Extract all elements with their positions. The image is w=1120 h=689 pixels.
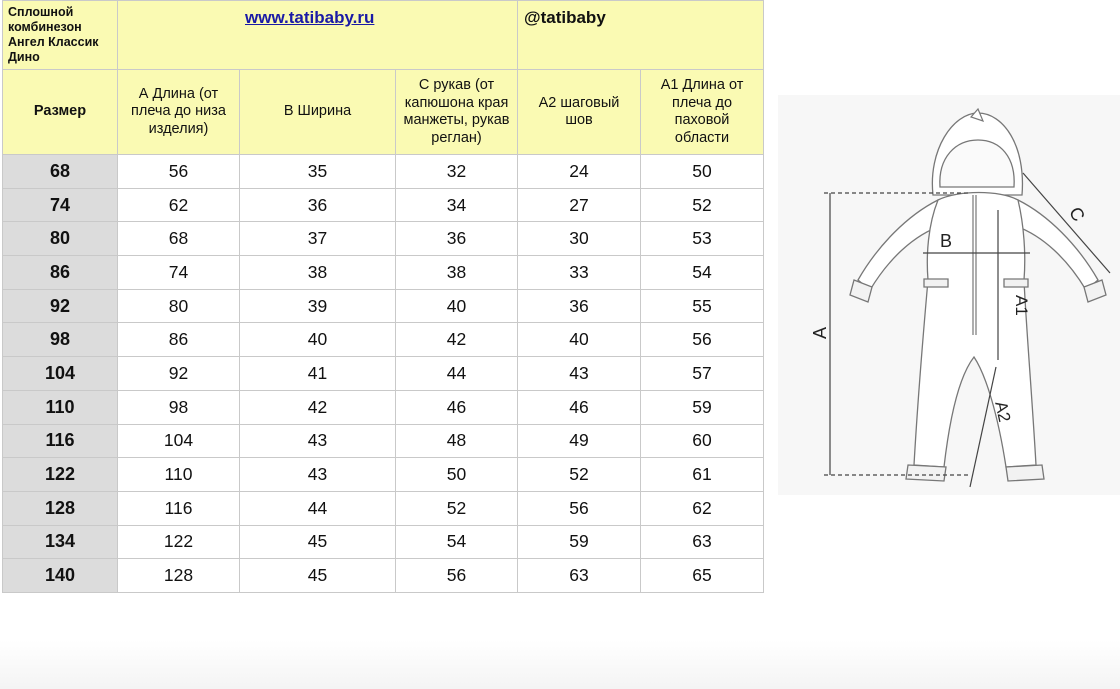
value-cell: 60 xyxy=(641,424,764,458)
jumpsuit-diagram xyxy=(778,95,1120,495)
value-cell: 50 xyxy=(396,458,518,492)
diagram-label-c: C xyxy=(1065,203,1089,225)
column-header-a: А Длина (от плеча до низа изделия) xyxy=(118,70,240,155)
diagram-label-a1: A1 xyxy=(1012,295,1031,316)
size-cell: 98 xyxy=(3,323,118,357)
value-cell: 38 xyxy=(240,256,396,290)
table-row xyxy=(3,559,764,593)
value-cell: 57 xyxy=(641,357,764,391)
value-cell: 42 xyxy=(240,390,396,424)
value-cell: 39 xyxy=(240,289,396,323)
value-cell: 54 xyxy=(641,256,764,290)
value-cell: 43 xyxy=(240,458,396,492)
table-row xyxy=(3,289,764,323)
social-handle: @tatibaby xyxy=(524,8,606,27)
value-cell: 46 xyxy=(518,390,641,424)
value-cell: 56 xyxy=(118,155,240,189)
website-cell xyxy=(118,1,518,70)
value-cell: 32 xyxy=(396,155,518,189)
value-cell: 45 xyxy=(240,525,396,559)
title-cell xyxy=(3,1,118,70)
value-cell: 44 xyxy=(396,357,518,391)
value-cell: 35 xyxy=(240,155,396,189)
value-cell: 68 xyxy=(118,222,240,256)
value-cell: 27 xyxy=(518,188,641,222)
title-row xyxy=(3,1,764,70)
value-cell: 49 xyxy=(518,424,641,458)
value-cell: 40 xyxy=(240,323,396,357)
table-row xyxy=(3,323,764,357)
value-cell: 40 xyxy=(518,323,641,357)
value-cell: 40 xyxy=(396,289,518,323)
value-cell: 59 xyxy=(641,390,764,424)
value-cell: 61 xyxy=(641,458,764,492)
value-cell: 41 xyxy=(240,357,396,391)
jumpsuit-illustration xyxy=(778,95,1120,495)
value-cell: 52 xyxy=(396,491,518,525)
value-cell: 34 xyxy=(396,188,518,222)
value-cell: 63 xyxy=(518,559,641,593)
value-cell: 37 xyxy=(240,222,396,256)
column-header-a1: А1 Длина от плеча до паховой области xyxy=(641,70,764,155)
value-cell: 56 xyxy=(396,559,518,593)
value-cell: 43 xyxy=(240,424,396,458)
value-cell: 74 xyxy=(118,256,240,290)
value-cell: 44 xyxy=(240,491,396,525)
value-cell: 43 xyxy=(518,357,641,391)
value-cell: 122 xyxy=(118,525,240,559)
size-cell: 104 xyxy=(3,357,118,391)
column-header-b: В Ширина xyxy=(240,70,396,155)
value-cell: 50 xyxy=(641,155,764,189)
value-cell: 36 xyxy=(396,222,518,256)
size-cell: 68 xyxy=(3,155,118,189)
value-cell: 36 xyxy=(518,289,641,323)
diagram-label-a2: A2 xyxy=(991,399,1015,424)
size-cell: 86 xyxy=(3,256,118,290)
value-cell: 65 xyxy=(641,559,764,593)
column-header-size: Размер xyxy=(3,70,118,155)
diagram-label-a: A xyxy=(810,326,830,339)
value-cell: 46 xyxy=(396,390,518,424)
size-cell: 110 xyxy=(3,390,118,424)
size-cell: 74 xyxy=(3,188,118,222)
value-cell: 33 xyxy=(518,256,641,290)
table-row xyxy=(3,390,764,424)
value-cell: 104 xyxy=(118,424,240,458)
value-cell: 128 xyxy=(118,559,240,593)
value-cell: 92 xyxy=(118,357,240,391)
table-row xyxy=(3,357,764,391)
size-cell: 140 xyxy=(3,559,118,593)
value-cell: 45 xyxy=(240,559,396,593)
size-cell: 122 xyxy=(3,458,118,492)
table-row xyxy=(3,525,764,559)
size-chart-table xyxy=(2,0,764,593)
table-row xyxy=(3,491,764,525)
value-cell: 53 xyxy=(641,222,764,256)
value-cell: 62 xyxy=(118,188,240,222)
value-cell: 86 xyxy=(118,323,240,357)
diagram-label-b: B xyxy=(940,231,953,251)
table-row xyxy=(3,222,764,256)
size-cell: 116 xyxy=(3,424,118,458)
value-cell: 59 xyxy=(518,525,641,559)
value-cell: 48 xyxy=(396,424,518,458)
header-row xyxy=(3,70,764,155)
value-cell: 110 xyxy=(118,458,240,492)
size-cell: 92 xyxy=(3,289,118,323)
value-cell: 56 xyxy=(518,491,641,525)
column-header-c: С рукав (от капюшона края манжеты, рукав реглан) xyxy=(396,70,518,155)
handle-cell xyxy=(518,1,764,70)
column-header-a2: А2 шаговый шов xyxy=(518,70,641,155)
value-cell: 30 xyxy=(518,222,641,256)
value-cell: 55 xyxy=(641,289,764,323)
value-cell: 38 xyxy=(396,256,518,290)
value-cell: 54 xyxy=(396,525,518,559)
table-body xyxy=(3,155,764,593)
value-cell: 98 xyxy=(118,390,240,424)
value-cell: 63 xyxy=(641,525,764,559)
value-cell: 24 xyxy=(518,155,641,189)
value-cell: 62 xyxy=(641,491,764,525)
table-row xyxy=(3,188,764,222)
table-row xyxy=(3,458,764,492)
value-cell: 116 xyxy=(118,491,240,525)
value-cell: 52 xyxy=(641,188,764,222)
page-bottom-shade xyxy=(0,640,1120,689)
value-cell: 36 xyxy=(240,188,396,222)
size-cell: 80 xyxy=(3,222,118,256)
website-link[interactable]: www.tatibaby.ru xyxy=(245,8,375,27)
value-cell: 80 xyxy=(118,289,240,323)
value-cell: 52 xyxy=(518,458,641,492)
value-cell: 56 xyxy=(641,323,764,357)
value-cell: 42 xyxy=(396,323,518,357)
product-title: Сплошной комбинезон Ангел Классик Дино xyxy=(8,5,99,64)
table-row xyxy=(3,155,764,189)
size-cell: 128 xyxy=(3,491,118,525)
table-row xyxy=(3,256,764,290)
size-cell: 134 xyxy=(3,525,118,559)
table-row xyxy=(3,424,764,458)
